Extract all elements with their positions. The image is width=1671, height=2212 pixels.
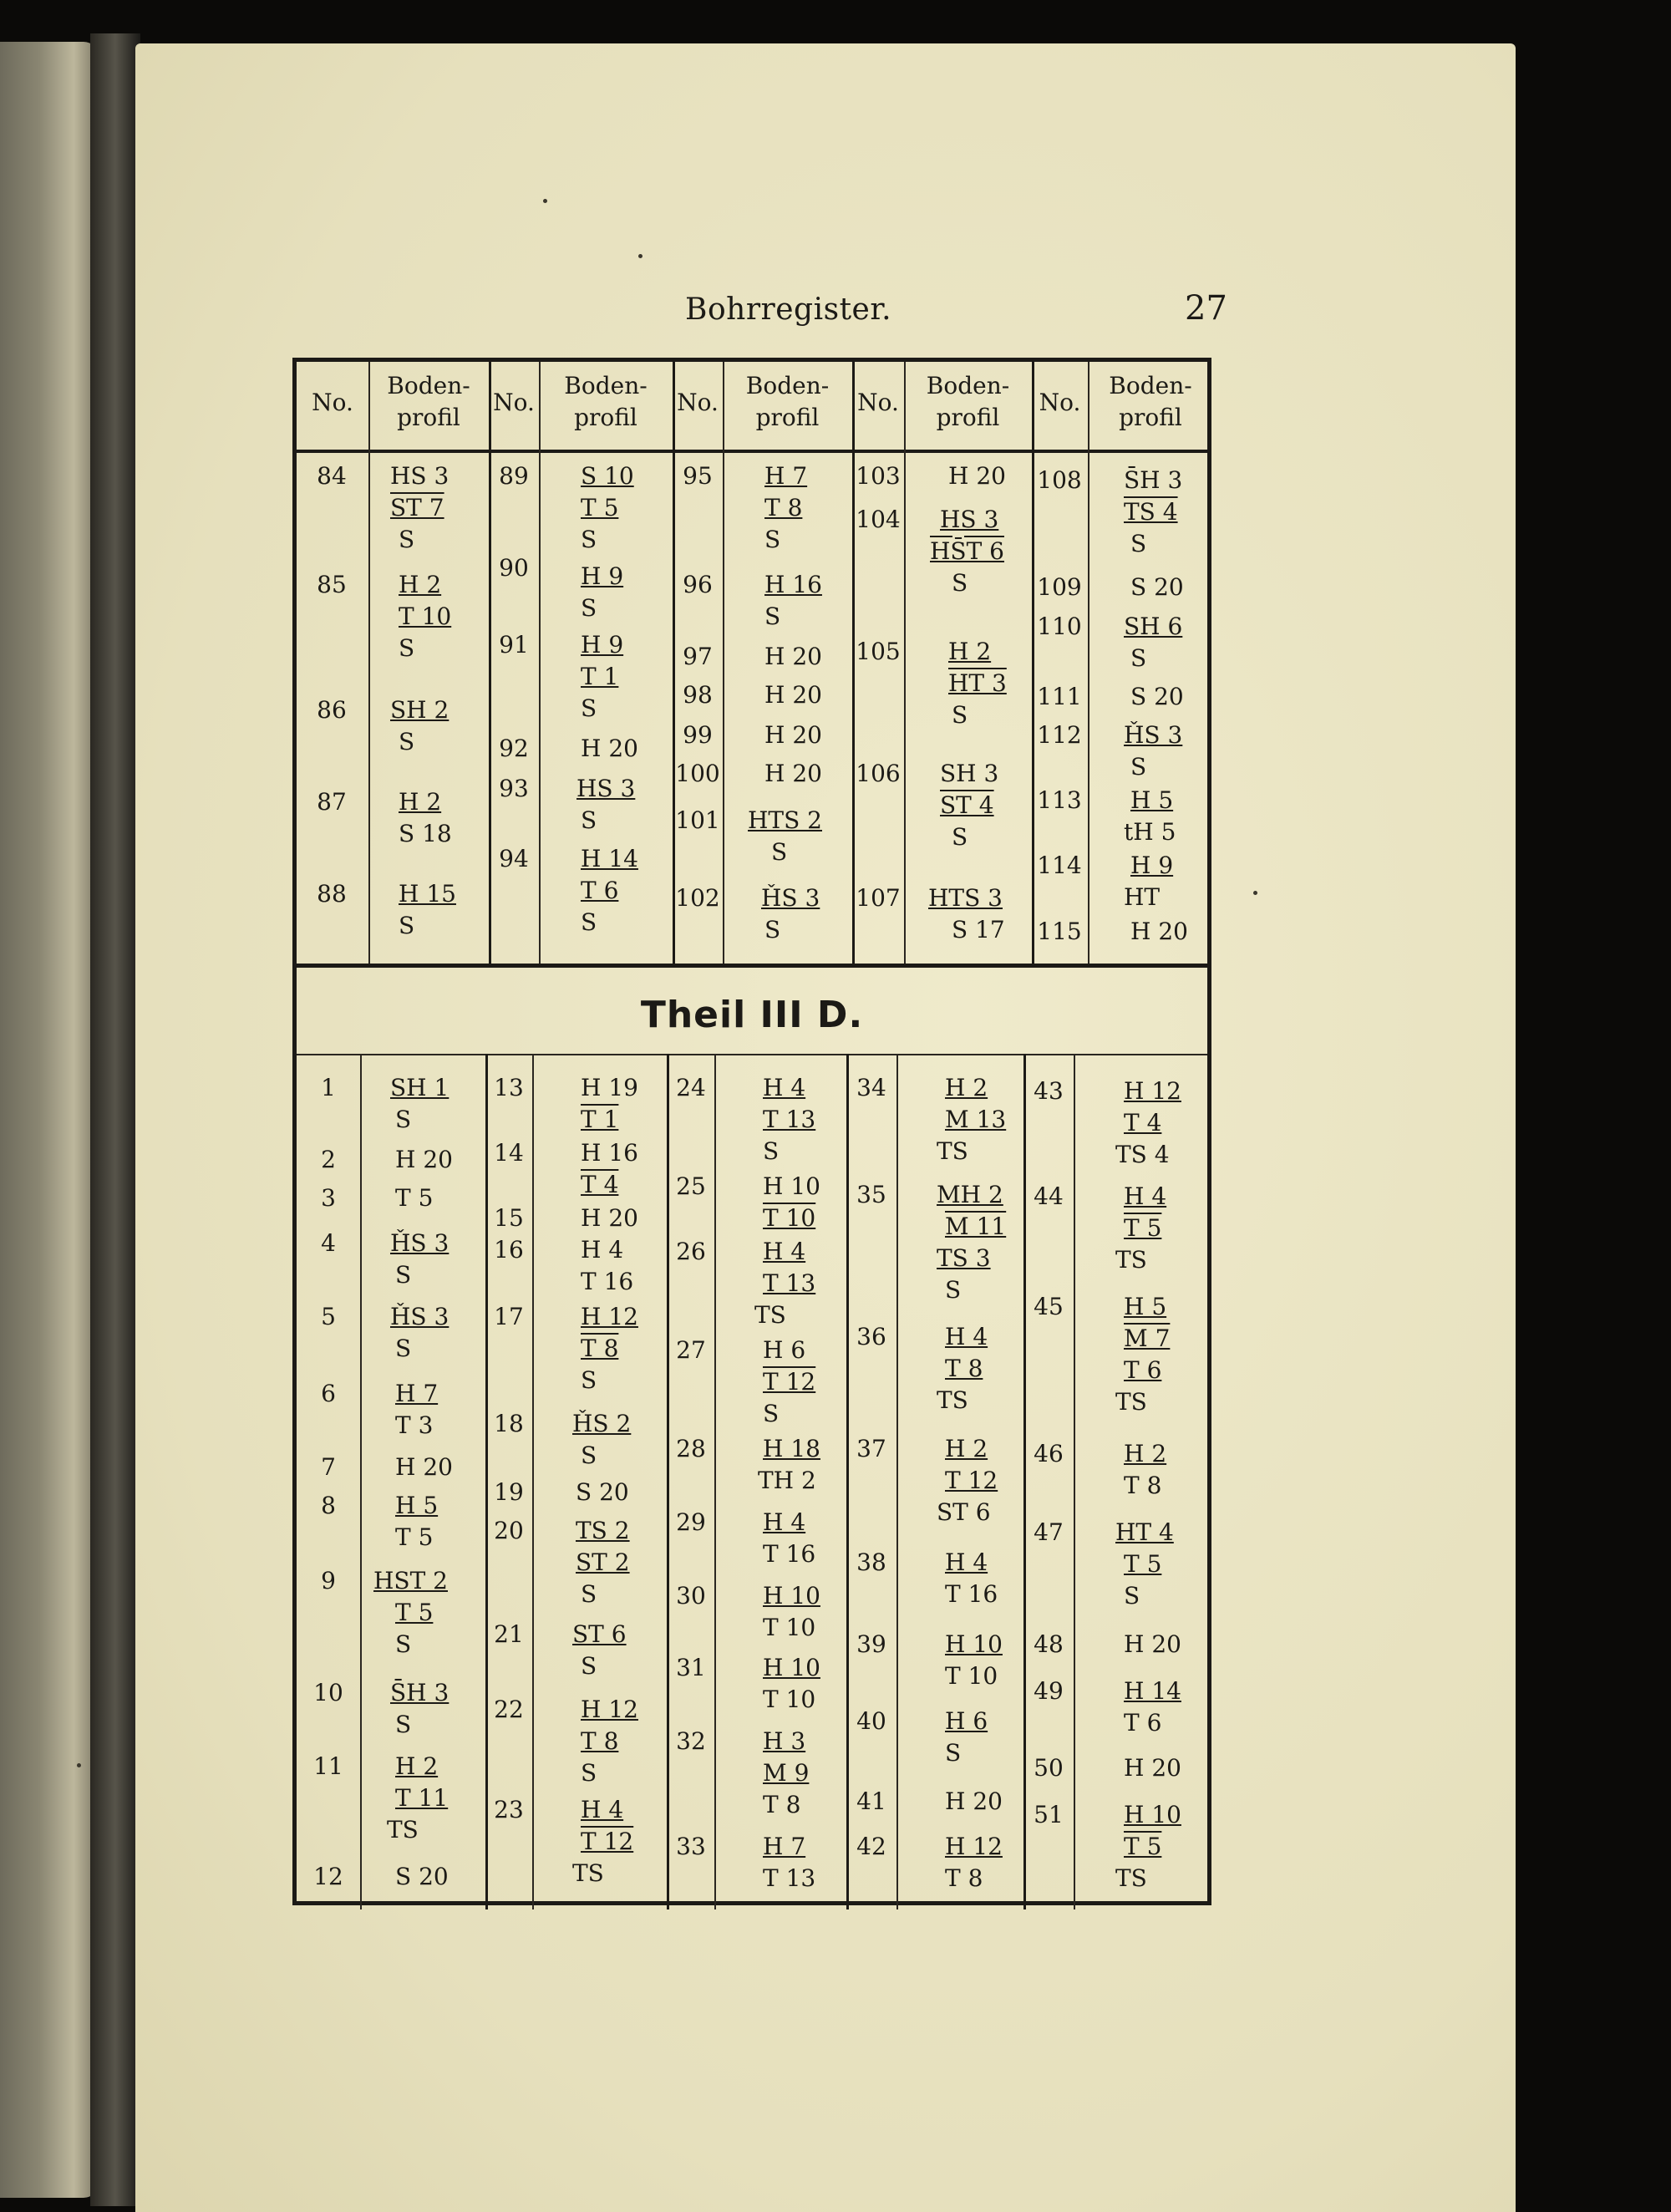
- profile-entry: S: [771, 838, 788, 866]
- profile-entry: H 16: [764, 571, 822, 598]
- col-divider: [723, 362, 724, 964]
- profile-entry: H 12: [581, 1303, 638, 1330]
- col-divider: [904, 362, 906, 964]
- profile-entry: T 5: [1124, 1550, 1162, 1578]
- profile-entry: S: [581, 1652, 597, 1680]
- boring-number: 15: [494, 1204, 524, 1232]
- col-header-profil: Boden- profil: [387, 372, 470, 431]
- col-header-no: No.: [1039, 389, 1081, 416]
- col-divider: [1088, 362, 1089, 964]
- col-divider: [1032, 362, 1034, 964]
- boring-number: 36: [856, 1323, 886, 1350]
- boring-number: 17: [494, 1303, 524, 1330]
- boring-number: 35: [856, 1181, 886, 1208]
- profile-entry: H 14: [581, 845, 638, 872]
- boring-number: 98: [683, 681, 713, 709]
- profile-entry: S 17: [952, 916, 1005, 943]
- profile-entry: HS 3: [940, 506, 999, 533]
- paper-speck: [77, 1763, 81, 1767]
- profile-entry: S̄H 3: [390, 1679, 449, 1706]
- bohrregister-table: [292, 358, 1211, 1905]
- boring-number: 18: [494, 1410, 524, 1437]
- profile-entry: H 20: [948, 462, 1006, 490]
- boring-number: 93: [499, 775, 529, 802]
- profile-entry: T 8: [1124, 1472, 1162, 1499]
- boring-number: 47: [1034, 1518, 1064, 1546]
- header-rule: [297, 450, 1207, 453]
- boring-number: 30: [676, 1582, 706, 1609]
- profile-entry: H 6: [945, 1707, 988, 1735]
- profile-entry: T 1: [581, 663, 619, 690]
- profile-entry: HTS 3: [928, 884, 1003, 912]
- profile-entry: H 9: [581, 562, 624, 590]
- page-number: 27: [1185, 289, 1227, 328]
- profile-entry: TS 3: [937, 1244, 991, 1272]
- boring-number: 92: [499, 735, 529, 762]
- profile-entry: SH 6: [1124, 613, 1183, 640]
- profile-entry: T 5: [395, 1599, 434, 1626]
- profile-entry: T 6: [1124, 1709, 1162, 1737]
- col-header-no: No.: [312, 389, 353, 416]
- boring-number: 48: [1034, 1630, 1064, 1658]
- profile-entry: T 10: [763, 1686, 816, 1713]
- boring-number: 1: [321, 1074, 336, 1101]
- profile-entry: T 10: [763, 1614, 816, 1641]
- col-divider: [1074, 1054, 1075, 1909]
- boring-number: 49: [1034, 1677, 1064, 1705]
- boring-number: 20: [494, 1517, 524, 1544]
- col-header-profil: Boden- profil: [1109, 372, 1192, 431]
- boring-number: 28: [676, 1435, 706, 1462]
- profile-entry: HST 2: [373, 1567, 448, 1594]
- boring-number: 38: [856, 1548, 886, 1576]
- profile-entry: ȞS 2: [572, 1410, 632, 1437]
- profile-entry: H 10: [763, 1654, 820, 1681]
- profile-entry: S: [399, 912, 415, 939]
- profile-entry: H 4: [763, 1508, 806, 1536]
- col-divider: [539, 362, 541, 964]
- boring-number: 43: [1034, 1077, 1064, 1105]
- paper-speck: [543, 199, 547, 203]
- boring-number: 21: [494, 1620, 524, 1648]
- profile-entry: SH 2: [390, 696, 449, 724]
- boring-number: 22: [494, 1696, 524, 1723]
- boring-number: 115: [1037, 918, 1082, 945]
- boring-number: 114: [1037, 852, 1082, 879]
- profile-entry: HT: [1124, 883, 1161, 911]
- profile-entry: S: [581, 594, 597, 622]
- col-header-no: No.: [493, 389, 535, 416]
- profile-entry: T 4: [581, 1171, 619, 1198]
- boring-number: 24: [676, 1074, 706, 1101]
- boring-number: 85: [317, 571, 347, 598]
- boring-number: 12: [313, 1863, 343, 1890]
- profile-entry: TS 4: [1115, 1141, 1170, 1168]
- col-header-no: No.: [677, 389, 719, 416]
- profile-entry: S: [952, 569, 968, 597]
- profile-entry: H 20: [764, 721, 822, 749]
- boring-number: 37: [856, 1435, 886, 1462]
- profile-entry: M 9: [763, 1759, 810, 1787]
- boring-number: 14: [494, 1139, 524, 1167]
- boring-number: 40: [856, 1707, 886, 1735]
- profile-entry: T 5: [395, 1184, 434, 1212]
- profile-entry: S: [395, 1106, 412, 1133]
- profile-entry: T 16: [763, 1540, 816, 1568]
- boring-number: 31: [676, 1654, 706, 1681]
- profile-entry: S 20: [1130, 573, 1184, 601]
- profile-entry: TS: [1115, 1388, 1147, 1416]
- profile-entry: T 8: [581, 1335, 619, 1362]
- profile-entry: H 2: [399, 788, 442, 816]
- profile-entry: ST 2: [576, 1548, 630, 1576]
- profile-entry: H 4: [945, 1323, 988, 1350]
- profile-entry: H 20: [581, 735, 638, 762]
- profile-entry: S 20: [395, 1863, 449, 1890]
- boring-number: 29: [676, 1508, 706, 1536]
- profile-entry: H 4: [581, 1236, 624, 1264]
- profile-entry: H 20: [945, 1787, 1003, 1815]
- col-divider: [489, 362, 491, 964]
- profile-entry: T 16: [581, 1268, 634, 1295]
- book-spine: [90, 33, 140, 2206]
- profile-entry: T 13: [763, 1269, 816, 1297]
- profile-entry: S: [945, 1276, 962, 1304]
- boring-number: 26: [676, 1238, 706, 1265]
- profile-entry: S: [764, 526, 781, 553]
- boring-number: 23: [494, 1796, 524, 1823]
- profile-entry: H 2: [1124, 1440, 1167, 1467]
- profile-entry: H 2: [399, 571, 442, 598]
- col-divider: [714, 1054, 716, 1909]
- profile-entry: S: [945, 1739, 962, 1767]
- profile-entry: S: [581, 806, 597, 834]
- profile-entry: S: [395, 1711, 412, 1738]
- profile-entry: TS 2: [576, 1517, 630, 1544]
- profile-entry: H 7: [395, 1380, 439, 1407]
- profile-entry: MH 2: [937, 1181, 1003, 1208]
- profile-entry: H 5: [1130, 786, 1174, 814]
- profile-entry: H 6: [763, 1336, 806, 1364]
- profile-entry: H 4: [581, 1796, 624, 1823]
- profile-entry: S: [581, 526, 597, 553]
- profile-entry: T 6: [581, 877, 619, 904]
- profile-entry: TS: [937, 1137, 968, 1165]
- profile-entry: TS: [937, 1386, 968, 1414]
- boring-number: 97: [683, 643, 713, 670]
- profile-entry: H 20: [1124, 1754, 1181, 1782]
- profile-entry: TH 2: [758, 1467, 816, 1494]
- col-header-no: No.: [857, 389, 899, 416]
- boring-number: 45: [1034, 1293, 1064, 1320]
- col-divider: [896, 1054, 898, 1909]
- profile-entry: TS: [572, 1859, 604, 1887]
- profile-entry: ST 6: [937, 1498, 991, 1526]
- profile-entry: H 19: [581, 1074, 638, 1101]
- col-divider: [532, 1054, 534, 1909]
- boring-number: 100: [675, 760, 720, 787]
- profile-entry: S: [1130, 530, 1147, 557]
- profile-entry: S 20: [1130, 683, 1184, 710]
- boring-number: 50: [1034, 1754, 1064, 1782]
- boring-number: 44: [1034, 1182, 1064, 1210]
- profile-entry: SH 1: [390, 1074, 449, 1101]
- section-rule-top: [297, 964, 1207, 968]
- col-divider: [368, 362, 370, 964]
- profile-entry: T 5: [581, 494, 619, 521]
- boring-number: 107: [856, 884, 901, 912]
- profile-entry: H 20: [764, 643, 822, 670]
- boring-number: 10: [313, 1679, 343, 1706]
- profile-entry: T 13: [763, 1106, 816, 1133]
- col-header-profil: Boden- profil: [564, 372, 648, 431]
- profile-entry: T 8: [945, 1864, 983, 1892]
- facing-page-edge: [0, 42, 99, 2198]
- profile-entry: T 12: [763, 1368, 816, 1396]
- boring-number: 3: [321, 1184, 336, 1212]
- profile-entry: HS 3: [390, 462, 449, 490]
- profile-entry: S 18: [399, 820, 452, 847]
- boring-number: 25: [676, 1172, 706, 1200]
- profile-entry: T 11: [395, 1784, 449, 1812]
- profile-entry: H 12: [945, 1833, 1003, 1860]
- boring-number: 41: [856, 1787, 886, 1815]
- profile-entry: H 4: [945, 1548, 988, 1576]
- boring-number: 51: [1034, 1801, 1064, 1828]
- profile-entry: HS̄T 6: [930, 537, 1004, 565]
- boring-number: 111: [1037, 683, 1082, 710]
- section-title: Theil III D.: [640, 994, 864, 1036]
- profile-entry: T 10: [945, 1662, 998, 1690]
- profile-entry: S: [1130, 753, 1147, 781]
- profile-entry: S: [581, 1580, 597, 1608]
- boring-number: 96: [683, 571, 713, 598]
- profile-entry: H 18: [763, 1435, 820, 1462]
- profile-entry: ȞS 3: [390, 1229, 449, 1257]
- col-divider: [360, 1054, 362, 1909]
- profile-entry: H 10: [763, 1172, 820, 1200]
- profile-entry: S: [395, 1261, 412, 1289]
- profile-entry: H 7: [763, 1833, 806, 1860]
- boring-number: 19: [494, 1478, 524, 1506]
- profile-entry: H 5: [395, 1492, 439, 1519]
- profile-entry: HT 4: [1115, 1518, 1174, 1546]
- boring-number: 42: [856, 1833, 886, 1860]
- boring-number: 94: [499, 845, 529, 872]
- profile-entry: H 20: [581, 1204, 638, 1232]
- profile-entry: S: [581, 694, 597, 722]
- boring-number: 91: [499, 631, 529, 659]
- profile-entry: H 2: [945, 1074, 988, 1101]
- profile-entry: H 9: [581, 631, 624, 659]
- profile-entry: T 6: [1124, 1356, 1162, 1384]
- profile-entry: S 10: [581, 462, 634, 490]
- boring-number: 16: [494, 1236, 524, 1264]
- profile-entry: H 20: [1124, 1630, 1181, 1658]
- boring-number: 112: [1037, 721, 1082, 749]
- profile-entry: M 13: [945, 1106, 1007, 1133]
- boring-number: 109: [1037, 573, 1082, 601]
- boring-number: 110: [1037, 613, 1082, 640]
- paper-speck: [1253, 891, 1257, 895]
- profile-entry: ST 6: [572, 1620, 627, 1648]
- boring-number: 113: [1037, 786, 1082, 814]
- boring-number: 7: [321, 1453, 336, 1481]
- profile-entry: T 5: [1124, 1214, 1162, 1242]
- boring-number: 106: [856, 760, 901, 787]
- profile-entry: H 3: [763, 1727, 806, 1755]
- profile-entry: S: [581, 1366, 597, 1394]
- profile-entry: TS 4: [1124, 498, 1178, 526]
- profile-entry: H 2: [945, 1435, 988, 1462]
- profile-entry: T 8: [763, 1791, 801, 1818]
- profile-entry: S: [763, 1137, 780, 1165]
- boring-number: 39: [856, 1630, 886, 1658]
- profile-entry: T 1: [581, 1106, 619, 1133]
- profile-entry: T 12: [945, 1467, 998, 1494]
- profile-entry: H 4: [763, 1074, 806, 1101]
- boring-number: 84: [317, 462, 347, 490]
- profile-entry: T 3: [395, 1411, 434, 1439]
- profile-entry: S̄H 3: [1124, 466, 1183, 494]
- profile-entry: H 10: [763, 1582, 820, 1609]
- profile-entry: H 10: [1124, 1801, 1181, 1828]
- profile-entry: H 20: [395, 1453, 453, 1481]
- boring-number: 5: [321, 1303, 336, 1330]
- profile-entry: H 4: [763, 1238, 806, 1265]
- profile-entry: SH 3: [940, 760, 999, 787]
- boring-number: 46: [1034, 1440, 1064, 1467]
- profile-entry: T 8: [945, 1355, 983, 1382]
- profile-entry: ST 4: [940, 791, 994, 819]
- profile-entry: S: [763, 1400, 780, 1427]
- profile-entry: T 10: [763, 1204, 816, 1232]
- section-rule-bottom: [297, 1054, 1207, 1055]
- boring-number: 89: [499, 462, 529, 490]
- profile-entry: S: [581, 1442, 597, 1469]
- profile-entry: H 20: [764, 760, 822, 787]
- profile-entry: HTS 2: [748, 806, 822, 834]
- profile-entry: S: [764, 603, 781, 630]
- col-header-profil: Boden- profil: [926, 372, 1010, 431]
- profile-entry: S: [952, 701, 968, 729]
- paper-speck: [638, 254, 642, 258]
- boring-number: 8: [321, 1492, 336, 1519]
- profile-entry: TS: [1115, 1864, 1147, 1892]
- profile-entry: S: [764, 916, 781, 943]
- boring-number: 102: [675, 884, 720, 912]
- profile-entry: H 20: [1130, 918, 1188, 945]
- running-header: Bohrregister.: [685, 292, 892, 327]
- boring-number: 95: [683, 462, 713, 490]
- profile-entry: ȞS 3: [761, 884, 820, 912]
- profile-entry: H 20: [395, 1146, 453, 1173]
- boring-number: 13: [494, 1074, 524, 1101]
- profile-entry: H 9: [1130, 852, 1174, 879]
- profile-entry: H 2: [948, 638, 992, 665]
- profile-entry: H 12: [1124, 1077, 1181, 1105]
- boring-number: 105: [856, 638, 901, 665]
- profile-entry: T 8: [581, 1727, 619, 1755]
- boring-number: 2: [321, 1146, 336, 1173]
- profile-entry: M 11: [945, 1213, 1007, 1240]
- profile-entry: H 20: [764, 681, 822, 709]
- col-header-profil: Boden- profil: [745, 372, 830, 431]
- profile-entry: H 4: [1124, 1182, 1167, 1210]
- profile-entry: ST 7: [390, 494, 444, 521]
- boring-number: 34: [856, 1074, 886, 1101]
- boring-number: 33: [676, 1833, 706, 1860]
- profile-entry: S: [399, 526, 415, 553]
- profile-entry: T 13: [763, 1864, 816, 1892]
- profile-entry: S: [395, 1630, 412, 1658]
- profile-entry: S: [1124, 1582, 1140, 1609]
- profile-entry: T 5: [395, 1523, 434, 1551]
- boring-number: 104: [856, 506, 901, 533]
- boring-number: 108: [1037, 466, 1082, 494]
- profile-entry: H 12: [581, 1696, 638, 1723]
- profile-entry: TS: [387, 1816, 419, 1843]
- profile-entry: TS: [754, 1301, 786, 1329]
- boring-number: 86: [317, 696, 347, 724]
- profile-entry: T 16: [945, 1580, 998, 1608]
- profile-entry: T 12: [581, 1828, 634, 1855]
- profile-entry: H 10: [945, 1630, 1003, 1658]
- profile-entry: M 7: [1124, 1325, 1171, 1352]
- profile-entry: S 20: [576, 1478, 629, 1506]
- profile-entry: H 5: [1124, 1293, 1167, 1320]
- profile-entry: S: [952, 823, 968, 851]
- profile-entry: TS: [1115, 1246, 1147, 1274]
- profile-entry: T 8: [764, 494, 803, 521]
- profile-entry: H 16: [581, 1139, 638, 1167]
- profile-entry: H 7: [764, 462, 808, 490]
- profile-entry: T 10: [399, 603, 452, 630]
- profile-entry: S: [581, 1759, 597, 1787]
- boring-number: 27: [676, 1336, 706, 1364]
- boring-number: 4: [321, 1229, 336, 1257]
- boring-number: 90: [499, 554, 529, 582]
- boring-number: 87: [317, 788, 347, 816]
- profile-entry: ȞS 3: [1124, 721, 1183, 749]
- profile-entry: tH 5: [1124, 818, 1176, 846]
- profile-entry: T 4: [1124, 1109, 1162, 1137]
- profile-entry: ȞS 3: [390, 1303, 449, 1330]
- boring-number: 32: [676, 1727, 706, 1755]
- profile-entry: H 2: [395, 1752, 439, 1780]
- profile-entry: HS 3: [576, 775, 636, 802]
- profile-entry: HT 3: [948, 669, 1007, 697]
- profile-entry: S: [395, 1335, 412, 1362]
- profile-entry: S: [399, 634, 415, 662]
- boring-number: 11: [313, 1752, 343, 1780]
- boring-number: 88: [317, 880, 347, 908]
- profile-entry: S: [581, 908, 597, 936]
- boring-number: 103: [856, 462, 901, 490]
- boring-number: 99: [683, 721, 713, 749]
- profile-entry: H 14: [1124, 1677, 1181, 1705]
- profile-entry: S: [1130, 644, 1147, 672]
- boring-number: 9: [321, 1567, 336, 1594]
- boring-number: 101: [675, 806, 720, 834]
- boring-number: 6: [321, 1380, 336, 1407]
- profile-entry: S: [399, 728, 415, 755]
- profile-entry: H 15: [399, 880, 456, 908]
- profile-entry: T 5: [1124, 1833, 1162, 1860]
